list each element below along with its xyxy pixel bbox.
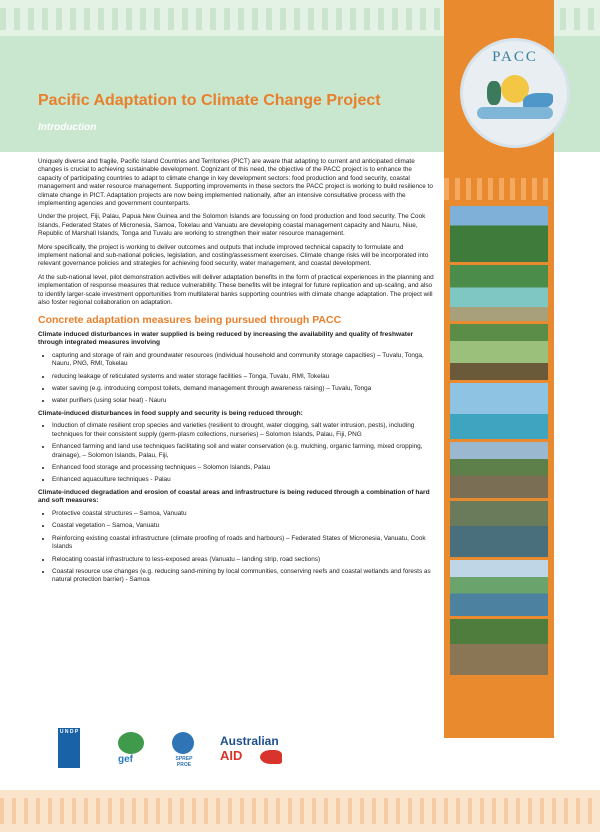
list-item: • capturing and storage of rain and groundwater resources (individual household and community storage capacities) – Tuvalu, Tonga, Nauru, PNG, RMI, Tokelau <box>52 352 434 369</box>
list-item: • Enhanced farming and land use techniques facilitating soil and water conservation (e.g. mulching, organic farming, mixed cropping, drainage), – Solomon Islands, Palau, Fiji, <box>52 443 434 460</box>
coastal-house-photo <box>450 560 548 616</box>
gef-logo-text: gef <box>118 754 133 765</box>
list-item: • Coastal resource use changes (e.g. reducing sand-mining by local communities, conserving reefs and coastal wetlands and forests as natural protection barrier) - Samoa <box>52 568 434 585</box>
globe-icon <box>118 732 144 754</box>
water-group-title: Climate induced disturbances in water supplied is being reduced by increasing the availability and quality of freshwater through integrated measures involving <box>38 330 414 347</box>
page-subtitle: Introduction <box>38 122 97 133</box>
sidebar-tribal-pattern <box>444 178 554 200</box>
kangaroo-icon <box>260 750 282 764</box>
undp-logo-text: U N D P <box>59 729 79 735</box>
sprep-emblem-icon <box>172 732 194 754</box>
ausaid-text-australian: Australian <box>220 734 279 748</box>
list-item: • Enhanced food storage and processing techniques – Solomon Islands, Palau <box>52 464 434 472</box>
intro-paragraph: Uniquely diverse and fragile, Pacific Island Countries and Territories (PICT) are aware that adapting to current and anticipated climate changes is crucial to achieving sustainable development. Cognizant of this need, the objective of the PACC project is to enhance the capacity of participating countries to adapt to climate change in key development sectors: food production and food security, coastal management and water resource management. Supporting improvements in these sectors the PACC project is working to build resilience to climate change in PICT. Adaptation projects are now being implemented nationally, after an intensive consultative process with the implementing agencies and government counterparts. <box>38 158 433 208</box>
garden-photo <box>450 324 548 380</box>
measures-heading: Concrete adaptation measures being pursued through PACC <box>38 313 342 326</box>
list-item: • Induction of climate resilient crop species and varieties (resilient to drought, water clogging, salt water intrusion, pests), including techniques for their consistent supply (germ-plasm collections, nurseries) – Solomon Islands, Palau, Fiji, PNG <box>52 422 434 439</box>
support-credit: WITH SUPPORT FROM UNITAR CBD+ PROGRAMME <box>308 761 470 767</box>
intro-paragraph: More specifically, the project is working to deliver outcomes and outputs that include improved technical capacity to formulate and implement national and sub-national policies, legislation, and costing/assessment exercises. Climate change risks will be incorporated into relevant governance policies and strategies for achieving food security, water management, and coastal development. <box>38 243 429 268</box>
list-item: • Reinforcing existing coastal infrastructure (climate proofing of roads and harbours) – Federated States of Micronesia, Vanuatu, Cook Islands <box>52 535 434 552</box>
person-icon <box>487 81 501 105</box>
food-group-title: Climate-induced disturbances in food supply and security is being reduced through: <box>38 409 303 417</box>
footer-tribal-pattern <box>0 798 600 824</box>
sprep-logo <box>170 732 198 768</box>
list-item: • water saving (e.g. introducing compost toilets, demand management through awareness raising) – Tuvalu, Tonga <box>52 385 434 393</box>
ausaid-logo <box>220 734 296 768</box>
list-item: • Coastal vegetation – Samoa, Vanuatu <box>52 522 434 530</box>
ausaid-text-aid: AID <box>220 748 243 763</box>
pacc-logo-text: PACC <box>492 49 538 65</box>
proe-text: PROE <box>176 762 192 768</box>
undp-logo <box>58 728 80 768</box>
intro-paragraph: Under the project, Fiji, Palau, Papua New Guinea and the Solomon Islands are focussing on food production and food security. The Cook Islands, Federated States of Micronesia, Samoa, Tokelau and Vanuatu are developing coastal management capacity and Nauru, Niue, Republic of Marshall Islands, Tonga and Tuvalu are working to strengthen their water resource management. <box>38 213 426 238</box>
footer-band <box>0 790 600 832</box>
water-tank-photo <box>450 265 548 321</box>
food-measures-list <box>38 422 434 484</box>
main-content <box>38 158 434 589</box>
water-measures-list <box>38 352 434 406</box>
list-item: • Relocating coastal infrastructure to less-exposed areas (Vanuatu – landing strip, road sections) <box>52 556 434 564</box>
gef-logo <box>114 732 150 768</box>
island-photo <box>450 383 548 439</box>
wave-icon <box>477 107 553 119</box>
farm-photo <box>450 442 548 498</box>
taro-pit-photo <box>450 501 548 557</box>
list-item: • reducing leakage of reticulated systems and water storage facilities – Tonga, Tuvalu, RMI, Tokelau <box>52 373 434 381</box>
coastal-group-title: Climate-induced degradation and erosion of coastal areas and infrastructure is being reduced through a combination of hard and soft measures: <box>38 488 430 505</box>
list-item: • Protective coastal structures – Samoa, Vanuatu <box>52 510 434 518</box>
intro-paragraph: At the sub-national level, pilot demonstration activities will deliver adaptation benefits in the form of practical experiences in the planning and implementation of response measures that reduce vulnerability. These benefits will be integral for future replication and up-scaling, and also to identify larger-scale investment opportunities from multilateral banks supporting countries with climate change adaptation. The project will also foster regional collaboration on adaptation. <box>38 273 434 307</box>
photo-column <box>450 206 548 678</box>
list-item: • water purifiers (using solar heat) - Nauru <box>52 397 434 405</box>
page-title: Pacific Adaptation to Climate Change Project <box>38 92 381 109</box>
partner-logos <box>38 728 298 772</box>
list-item: • Enhanced aquaculture techniques - Palau <box>52 476 434 484</box>
sprep-text: SPREP <box>175 756 193 762</box>
pacc-logo <box>460 38 570 148</box>
coastal-measures-list <box>38 510 434 585</box>
planting-photo <box>450 619 548 675</box>
village-photo <box>450 206 548 262</box>
